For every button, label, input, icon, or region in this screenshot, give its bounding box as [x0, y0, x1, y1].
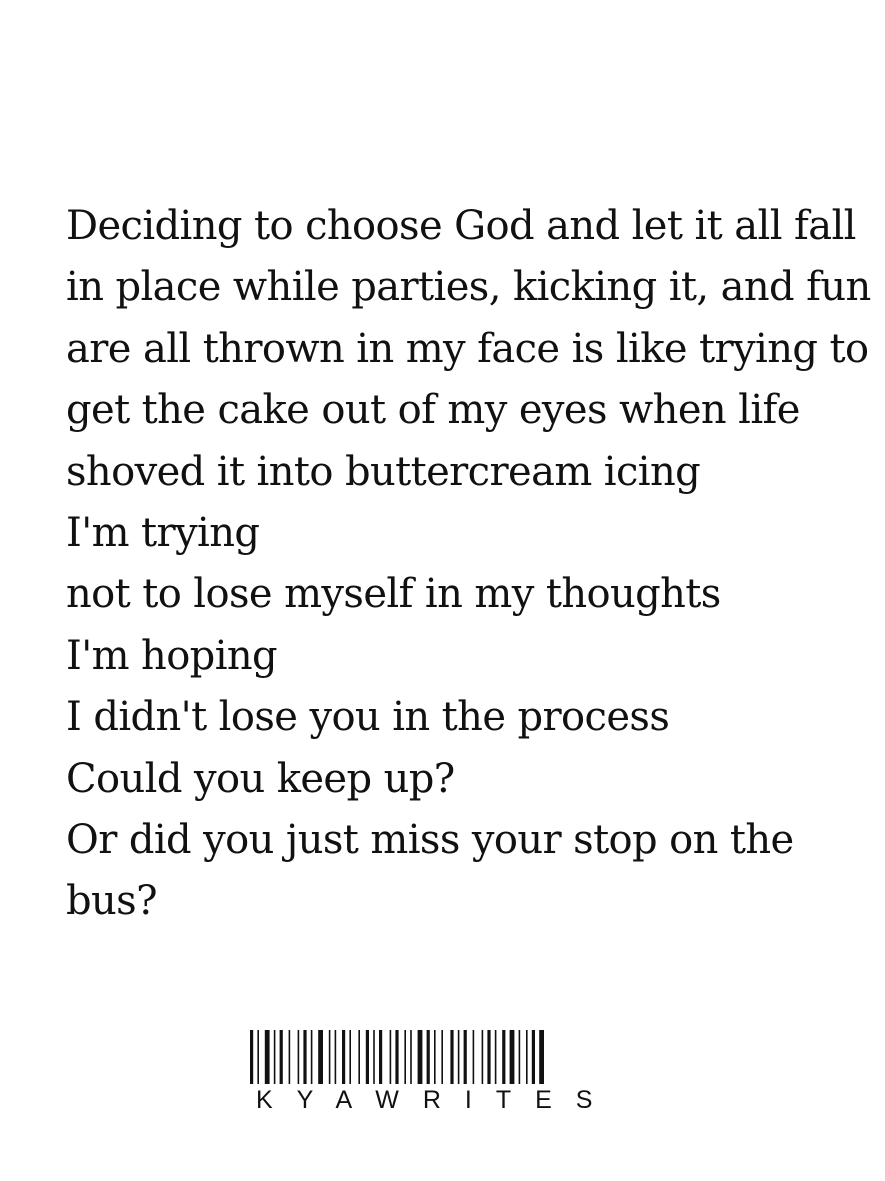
author-signature [248, 1030, 640, 1112]
author-name: KYAWRITES [256, 1086, 617, 1114]
barcode-logo-icon [248, 1030, 640, 1084]
poem-text [66, 196, 871, 933]
poem-line: are all thrown in my face is like trying to [66, 325, 869, 372]
poem-line: I'm hoping [66, 632, 278, 679]
poem-line: bus? [66, 878, 157, 925]
poem-line: in place while parties, kicking it, and fun [66, 264, 871, 311]
poem-line: I'm trying [66, 510, 260, 557]
poem-line: Or did you just miss your stop on the [66, 817, 794, 864]
poem-line: I didn't lose you in the process [66, 694, 670, 741]
poem-line: shoved it into buttercream icing [66, 448, 701, 495]
poem-line: get the cake out of my eyes when life [66, 387, 800, 434]
poem-line: Deciding to choose God and let it all fall [66, 203, 856, 249]
poem-line: not to lose myself in my thoughts [66, 571, 721, 618]
poem-line: Could you keep up? [66, 755, 455, 802]
